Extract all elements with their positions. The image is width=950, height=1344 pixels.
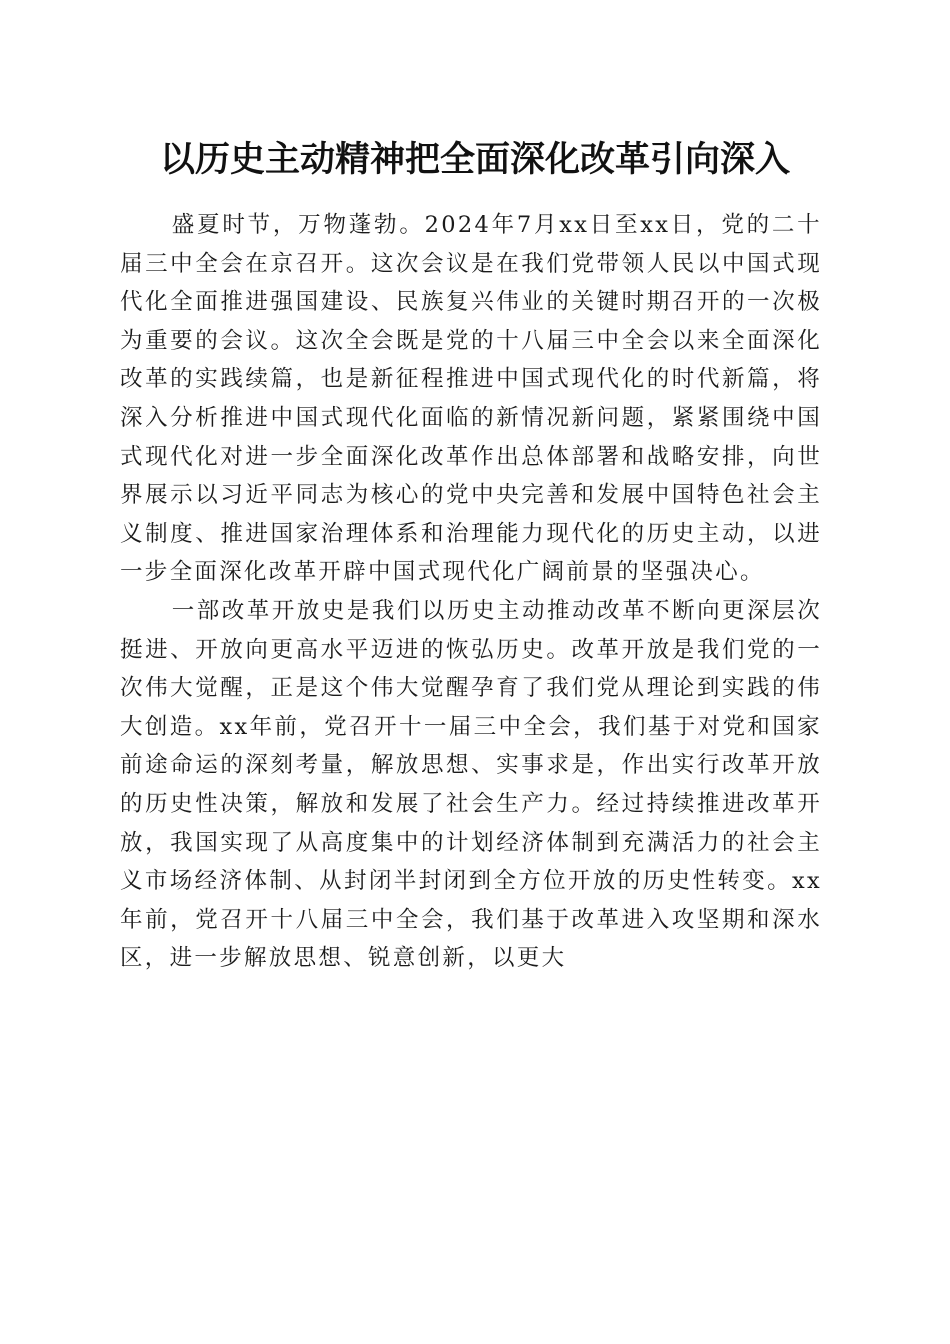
paragraph-1: 盛夏时节，万物蓬勃。2024年7月xx日至xx日，党的二十届三中全会在京召开。这次会议是在我们党带领人民以中国式现代化全面推进强国建设、民族复兴伟业的关键时期召开的一次极为重要的会议。这次全会既是党的十八届三中全会以来全面深化改革的实践续篇，也是新征程推进中国式现代化的时代新篇，将深入分析推进中国式现代化面临的新情况新问题，紧紧围绕中国式现代化对进一步全面深化改革作出总体部署和战略安排，向世界展示以习近平同志为核心的党中央完善和发展中国特色社会主义制度、推进国家治理体系和治理能力现代化的历史主动，以进一步全面深化改革开辟中国式现代化广阔前景的坚强决心。 [120,212,822,586]
document-title: 以历史主动精神把全面深化改革引向深入 [159,140,790,180]
paragraph-2: 一部改革开放史是我们以历史主动推动改革不断向更深层次挺进、开放向更高水平迈进的恢弘历史。改革开放是我们党的一次伟大觉醒，正是这个伟大觉醒孕育了我们党从理论到实践的伟大创造。xx年前，党召开十一届三中全会，我们基于对党和国家前途命运的深刻考量，解放思想、实事求是，作出实行改革开放的历史性决策，解放和发展了社会生产力。经过持续推进改革开放，我国实现了从高度集中的计划经济体制到充满活力的社会主义市场经济体制、从封闭半封闭到全方位开放的历史性转变。xx年前，党召开十八届三中全会，我们基于改革进入攻坚期和深水区，进一步解放思想、锐意创新，以更大 [120,597,822,972]
document-body [120,206,822,978]
